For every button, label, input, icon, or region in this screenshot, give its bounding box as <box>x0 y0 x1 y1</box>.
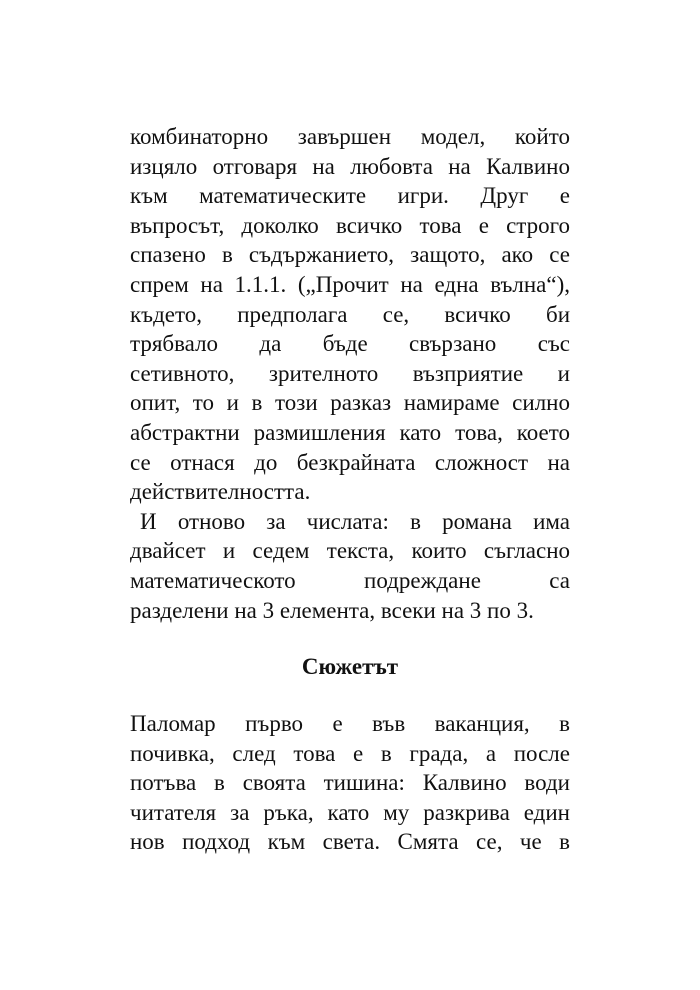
text-line: където, предполага се, всичко би <box>130 301 570 327</box>
text-line: потъва в своята тишина: Калвино води <box>130 770 570 796</box>
text-line: изцяло отговаря на любовта на Калвино <box>130 153 570 179</box>
text-line: Паломар първо е във ваканция, в <box>130 711 570 737</box>
text-line: се отнася до безкрайната сложност на <box>130 449 570 475</box>
paragraph-1 <box>130 122 570 507</box>
document-page <box>130 122 570 857</box>
paragraph-3 <box>130 709 570 857</box>
text-line: математическото подреждане са <box>130 567 570 593</box>
text-line: спазено в съдържанието, защото, ако се <box>130 242 570 268</box>
paragraph-2 <box>130 507 570 625</box>
text-line: опит, то и в този разказ намираме силно <box>130 390 570 416</box>
text-line: въпросът, доколко всичко това е строго <box>130 212 570 238</box>
text-line: абстрактни размишления като това, което <box>130 419 570 445</box>
text-line: действителността. <box>130 479 311 505</box>
text-line: И отново за числата: в романа има <box>140 508 570 534</box>
section-heading: Сюжетът <box>301 654 399 680</box>
text-line: комбинаторно завършен модел, който <box>130 124 570 149</box>
text-line: читателя за ръка, като му разкрива един <box>130 799 570 825</box>
text-line: нов подход към света. Смята се, че в <box>130 829 570 855</box>
text-line: спрем на 1.1.1. („Прочит на една вълна“), <box>130 271 570 297</box>
text-line: сетивното, зрителното възприятие и <box>130 360 570 386</box>
text-line: разделени на 3 елемента, всеки на 3 по 3. <box>130 597 534 623</box>
text-line: трябвало да бъде свързано със <box>130 331 570 357</box>
text-line: към математическите игри. Друг е <box>130 183 570 209</box>
text-line: почивка, след това е в града, а после <box>130 740 570 766</box>
text-line: двайсет и седем текста, които съгласно <box>130 538 570 564</box>
